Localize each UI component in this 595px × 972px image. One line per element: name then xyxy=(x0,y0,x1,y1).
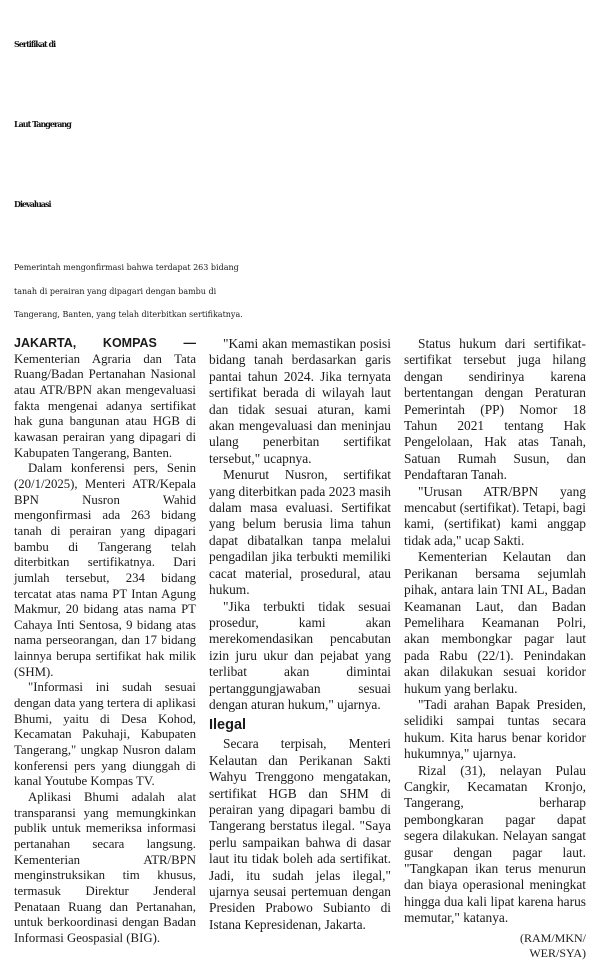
paragraph-text: Kementerian Agraria dan Tata Ruang/Badan Pertanahan Nasional atau ATR/BPN akan mengevaluasi fakta mengenai adanya sertifikat hak guna bangunan atau HGB di kawasan perairan yang dipagari di Kabupaten Tangerang, Banten. xyxy=(14,351,196,460)
deck-line-3: Tangerang, Banten, yang telah diterbitkan sertifikatnya. xyxy=(14,310,243,319)
paragraph xyxy=(14,336,196,461)
paragraph: Menurut Nusron, sertifikat yang diterbitkan pada 2023 masih dalam masa evaluasi. Sertifikat yang belum berusia lima tahun dapat dibatalkan tanpa melalui pengadilan jika terbukti memiliki cacat material, prosedural, atau hukum. xyxy=(209,467,391,598)
paragraph: "Informasi ini sudah sesuai dengan data yang tertera di aplikasi Bhumi, yaitu di Desa Kohod, Kecamatan Pakuhaji, Kabupaten Tangerang," ungkap Nusron dalam konferensi pers yang diunggah di kanal Youtube Kompas TV. xyxy=(14,680,196,789)
paragraph: Kementerian Kelautan dan Perikanan bersama sejumlah pihak, antara lain TNI AL, Badan Keamanan Laut, dan Badan Pemelihara Keamanan Polri, akan membongkar pagar laut pada Rabu (22/1). Penindakan akan dilakukan sesuai koridor hukum yang berlaku. xyxy=(404,549,586,696)
headline-line-2: Laut Tangerang xyxy=(14,119,71,129)
paragraph: Status hukum dari sertifikat-sertifikat tersebut juga hilang dengan sendirinya karena bertentangan dengan Peraturan Pemerintah (PP) Nomor 18 Tahun 2021 tentang Hak Pengelolaan, Hak atas Tanah, Satuan Rumah Susun, dan Pendaftaran Tanah. xyxy=(404,336,586,483)
paragraph: Rizal (31), nelayan Pulau Cangkir, Kecamatan Kronjo, Tangerang, berharap pembongkaran pagar dapat segera dilakukan. Nelayan sangat gusar dengan pagar laut. "Tangkapan ikan terus menurun dan biaya operasional meningkat hingga dua kali lipat karena harus memutar," katanya. xyxy=(404,762,586,926)
paragraph: "Tadi arahan Bapak Presiden, selidiki sampai tuntas secara hukum. Kita harus benar koridor hukumnya," ujarnya. xyxy=(404,696,586,762)
article-deck xyxy=(14,256,586,327)
article-body xyxy=(14,336,586,966)
headline-line-3: Dievaluasi xyxy=(14,199,51,209)
paragraph: "Jika terbukti tidak sesuai prosedur, kami akan merekomendasikan pencabutan izin juru ukur dan pejabat yang terlibat akan dimintai pertanggungjawaban sesuai dengan aturan hukum," ujarnya. xyxy=(209,598,391,712)
credit-line-2: WER/SYA) xyxy=(529,945,586,960)
dateline: JAKARTA, KOMPAS — xyxy=(14,336,196,350)
author-credit xyxy=(404,931,586,961)
headline-line-1: Sertifikat di xyxy=(14,39,56,49)
subhead: Ilegal xyxy=(209,717,247,734)
deck-line-1: Pemerintah mengonfirmasi bahwa terdapat 263 bidang xyxy=(14,263,239,272)
paragraph: Aplikasi Bhumi adalah alat transparansi yang memungkinkan publik untuk memeriksa informasi pertanahan secara langsung. Kementerian ATR/BPN menginstruksikan tim khusus, termasuk Direktur Jenderal Penataan Ruang dan Pertanahan, untuk berkoordinasi dengan Badan Informasi Geospasial (BIG). xyxy=(14,790,196,945)
paragraph: Secara terpisah, Menteri Kelautan dan Perikanan Sakti Wahyu Trenggono mengatakan, sertifikat HGB dan SHM di perairan yang dipagari bambu di Tangerang berstatus ilegal. "Saya perlu sampaikan bahwa di dasar laut itu tidak boleh ada sertifikat. Jadi, itu sudah jelas ilegal," ujarnya seusai pertemuan dengan Presiden Prabowo Subianto di Istana Kepresidenan, Jakarta. xyxy=(209,736,391,932)
credit-line-1: (RAM/MKN/ xyxy=(519,930,586,945)
deck-line-2: tanah di perairan yang dipagari dengan bambu di xyxy=(14,286,217,296)
column-1 xyxy=(14,336,196,966)
column-2 xyxy=(209,336,391,966)
column-3 xyxy=(404,336,586,966)
paragraph: "Urusan ATR/BPN yang mencabut (sertifikat). Tetapi, bagi kami, (sertifikat) kami anggap tidak ada," ucap Sakti. xyxy=(404,483,586,548)
paragraph: "Kami akan memastikan posisi bidang tanah berdasarkan garis pantai tahun 2024. Jika ternyata sertifikat berada di wilayah laut dan tidak sesuai aturan, kami akan mengevaluasi dan meninjau ulang penerbitan sertifikat tersebut," ucapnya. xyxy=(209,336,391,466)
paragraph: Dalam konferensi pers, Senin (20/1/2025), Menteri ATR/Kepala BPN Nusron Wahid mengonfirmasi ada 263 bidang tanah di perairan yang dipagari bambu di Tangerang telah diterbitkan sertifikatnya. Dari jumlah tersebut, 234 bidang tercatat atas nama PT Intan Agung Makmur, 20 bidang atas nama PT Cahaya Inti Sentosa, 9 bidang atas nama perseorangan, dan 17 bidang lainnya berupa sertifikat hak milik (SHM). xyxy=(14,461,196,679)
headline xyxy=(14,4,589,244)
